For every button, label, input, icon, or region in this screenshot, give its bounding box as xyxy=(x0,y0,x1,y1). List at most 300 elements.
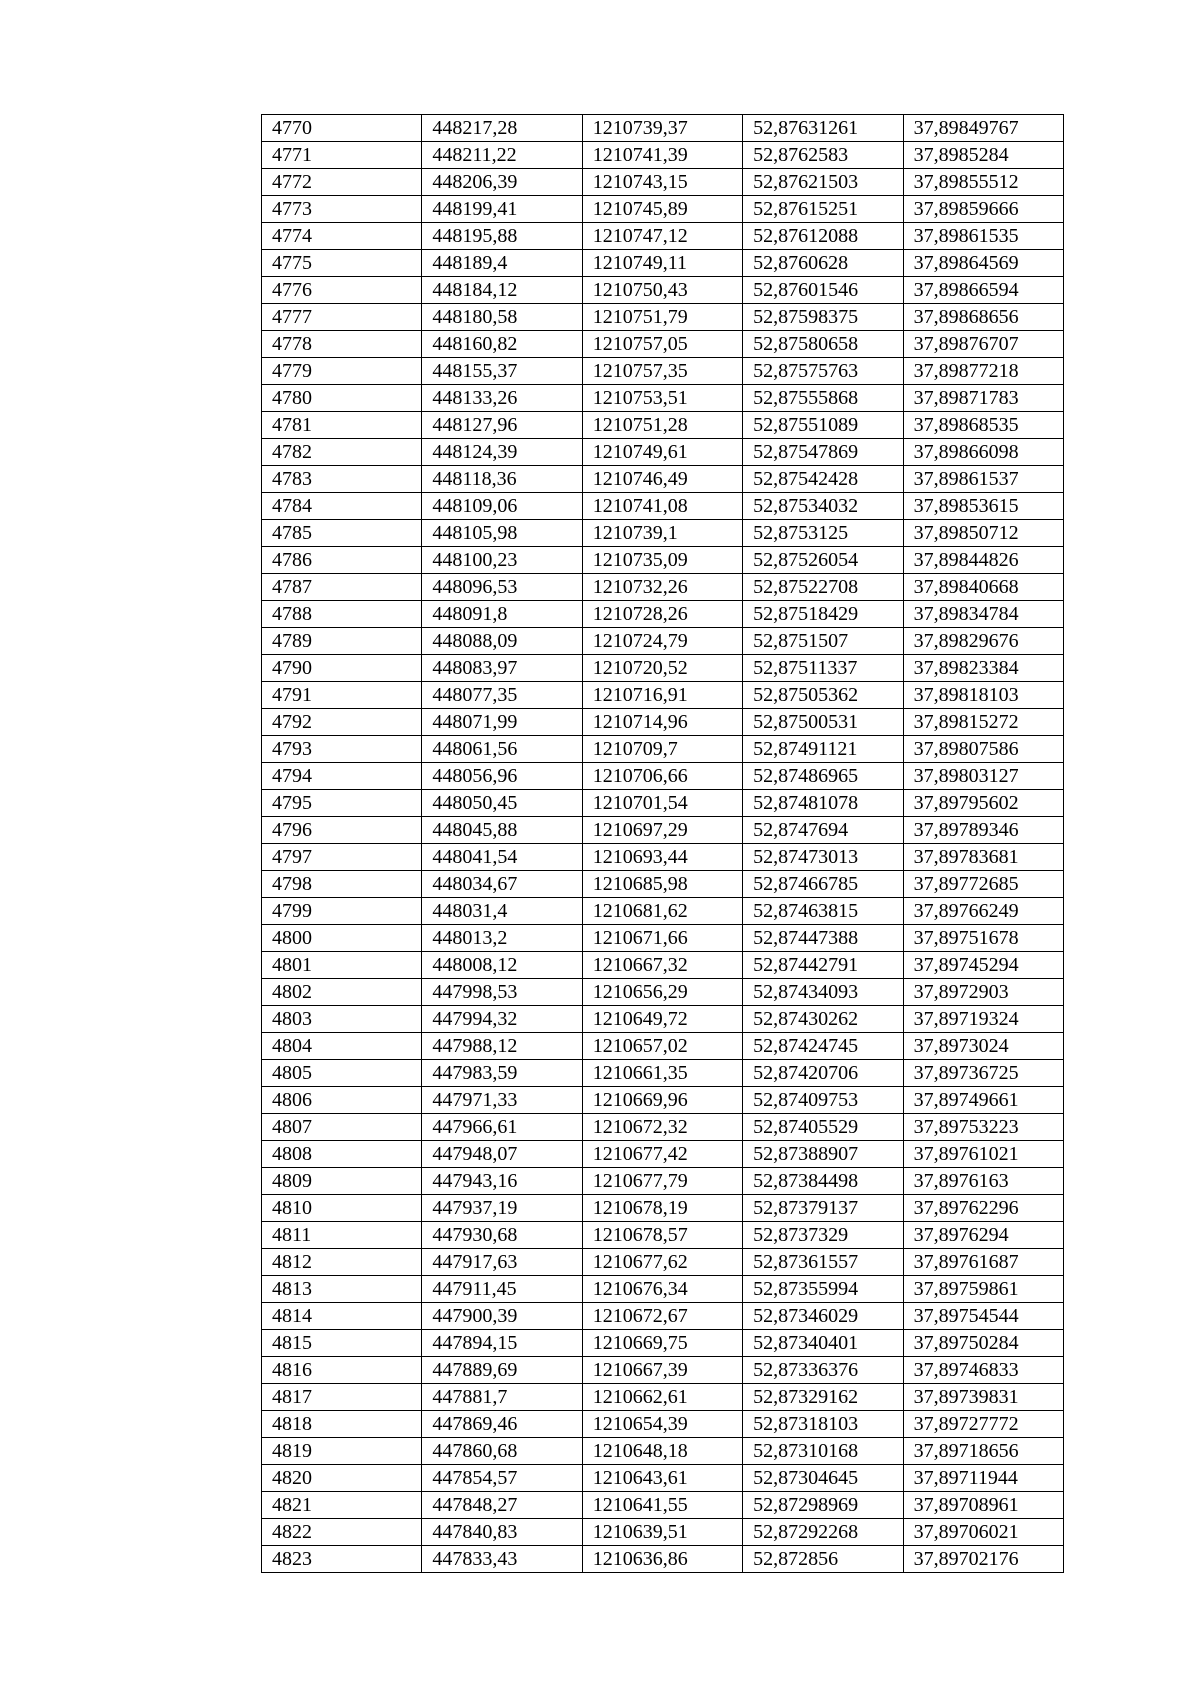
table-row xyxy=(262,574,1064,601)
y-coordinate-cell: 1210662,61 xyxy=(582,1384,742,1411)
x-coordinate-cell: 447881,7 xyxy=(422,1384,582,1411)
x-coordinate-cell: 447988,12 xyxy=(422,1033,582,1060)
table-row xyxy=(262,547,1064,574)
table-row xyxy=(262,1006,1064,1033)
table-row xyxy=(262,925,1064,952)
table-row xyxy=(262,412,1064,439)
x-coordinate-cell: 448160,82 xyxy=(422,331,582,358)
y-coordinate-cell: 1210749,11 xyxy=(582,250,742,277)
point-number-cell: 4785 xyxy=(262,520,422,547)
y-coordinate-cell: 1210743,15 xyxy=(582,169,742,196)
x-coordinate-cell: 447994,32 xyxy=(422,1006,582,1033)
point-number-cell: 4784 xyxy=(262,493,422,520)
y-coordinate-cell: 1210739,37 xyxy=(582,115,742,142)
table-row xyxy=(262,1276,1064,1303)
longitude-cell: 37,89850712 xyxy=(903,520,1063,547)
y-coordinate-cell: 1210677,42 xyxy=(582,1141,742,1168)
y-coordinate-cell: 1210676,34 xyxy=(582,1276,742,1303)
x-coordinate-cell: 448034,67 xyxy=(422,871,582,898)
table-row xyxy=(262,1492,1064,1519)
point-number-cell: 4795 xyxy=(262,790,422,817)
table-row xyxy=(262,196,1064,223)
latitude-cell: 52,87420706 xyxy=(743,1060,903,1087)
table-row xyxy=(262,1519,1064,1546)
latitude-cell: 52,87329162 xyxy=(743,1384,903,1411)
table-row xyxy=(262,979,1064,1006)
x-coordinate-cell: 448091,8 xyxy=(422,601,582,628)
longitude-cell: 37,89861537 xyxy=(903,466,1063,493)
longitude-cell: 37,89754544 xyxy=(903,1303,1063,1330)
point-number-cell: 4793 xyxy=(262,736,422,763)
longitude-cell: 37,89783681 xyxy=(903,844,1063,871)
table-row xyxy=(262,223,1064,250)
longitude-cell: 37,89706021 xyxy=(903,1519,1063,1546)
point-number-cell: 4798 xyxy=(262,871,422,898)
latitude-cell: 52,87466785 xyxy=(743,871,903,898)
table-row xyxy=(262,115,1064,142)
table-row xyxy=(262,1546,1064,1573)
table-row xyxy=(262,682,1064,709)
table-row xyxy=(262,1411,1064,1438)
longitude-cell: 37,8985284 xyxy=(903,142,1063,169)
y-coordinate-cell: 1210747,12 xyxy=(582,223,742,250)
point-number-cell: 4814 xyxy=(262,1303,422,1330)
latitude-cell: 52,87361557 xyxy=(743,1249,903,1276)
latitude-cell: 52,87298969 xyxy=(743,1492,903,1519)
x-coordinate-cell: 447937,19 xyxy=(422,1195,582,1222)
table-row xyxy=(262,709,1064,736)
longitude-cell: 37,89859666 xyxy=(903,196,1063,223)
x-coordinate-cell: 448195,88 xyxy=(422,223,582,250)
y-coordinate-cell: 1210741,39 xyxy=(582,142,742,169)
y-coordinate-cell: 1210677,79 xyxy=(582,1168,742,1195)
x-coordinate-cell: 447869,46 xyxy=(422,1411,582,1438)
latitude-cell: 52,87526054 xyxy=(743,547,903,574)
y-coordinate-cell: 1210641,55 xyxy=(582,1492,742,1519)
latitude-cell: 52,87292268 xyxy=(743,1519,903,1546)
y-coordinate-cell: 1210724,79 xyxy=(582,628,742,655)
y-coordinate-cell: 1210657,02 xyxy=(582,1033,742,1060)
longitude-cell: 37,89749661 xyxy=(903,1087,1063,1114)
x-coordinate-cell: 447833,43 xyxy=(422,1546,582,1573)
latitude-cell: 52,87631261 xyxy=(743,115,903,142)
latitude-cell: 52,87304645 xyxy=(743,1465,903,1492)
latitude-cell: 52,87379137 xyxy=(743,1195,903,1222)
longitude-cell: 37,89823384 xyxy=(903,655,1063,682)
x-coordinate-cell: 448206,39 xyxy=(422,169,582,196)
table-row xyxy=(262,844,1064,871)
point-number-cell: 4819 xyxy=(262,1438,422,1465)
point-number-cell: 4809 xyxy=(262,1168,422,1195)
point-number-cell: 4810 xyxy=(262,1195,422,1222)
point-number-cell: 4802 xyxy=(262,979,422,1006)
longitude-cell: 37,89871783 xyxy=(903,385,1063,412)
point-number-cell: 4807 xyxy=(262,1114,422,1141)
latitude-cell: 52,87555868 xyxy=(743,385,903,412)
latitude-cell: 52,87447388 xyxy=(743,925,903,952)
longitude-cell: 37,89818103 xyxy=(903,682,1063,709)
x-coordinate-cell: 447948,07 xyxy=(422,1141,582,1168)
x-coordinate-cell: 448184,12 xyxy=(422,277,582,304)
y-coordinate-cell: 1210639,51 xyxy=(582,1519,742,1546)
y-coordinate-cell: 1210716,91 xyxy=(582,682,742,709)
x-coordinate-cell: 448180,58 xyxy=(422,304,582,331)
x-coordinate-cell: 447900,39 xyxy=(422,1303,582,1330)
y-coordinate-cell: 1210735,09 xyxy=(582,547,742,574)
latitude-cell: 52,87409753 xyxy=(743,1087,903,1114)
point-number-cell: 4789 xyxy=(262,628,422,655)
point-number-cell: 4804 xyxy=(262,1033,422,1060)
y-coordinate-cell: 1210751,28 xyxy=(582,412,742,439)
longitude-cell: 37,89829676 xyxy=(903,628,1063,655)
table-row xyxy=(262,952,1064,979)
y-coordinate-cell: 1210669,75 xyxy=(582,1330,742,1357)
latitude-cell: 52,87388907 xyxy=(743,1141,903,1168)
latitude-cell: 52,87522708 xyxy=(743,574,903,601)
longitude-cell: 37,89795602 xyxy=(903,790,1063,817)
y-coordinate-cell: 1210656,29 xyxy=(582,979,742,1006)
y-coordinate-cell: 1210746,49 xyxy=(582,466,742,493)
longitude-cell: 37,89750284 xyxy=(903,1330,1063,1357)
table-row xyxy=(262,142,1064,169)
latitude-cell: 52,87547869 xyxy=(743,439,903,466)
point-number-cell: 4803 xyxy=(262,1006,422,1033)
x-coordinate-cell: 448199,41 xyxy=(422,196,582,223)
x-coordinate-cell: 448100,23 xyxy=(422,547,582,574)
point-number-cell: 4783 xyxy=(262,466,422,493)
y-coordinate-cell: 1210714,96 xyxy=(582,709,742,736)
y-coordinate-cell: 1210757,35 xyxy=(582,358,742,385)
latitude-cell: 52,87336376 xyxy=(743,1357,903,1384)
latitude-cell: 52,87318103 xyxy=(743,1411,903,1438)
x-coordinate-cell: 447917,63 xyxy=(422,1249,582,1276)
table-row xyxy=(262,250,1064,277)
point-number-cell: 4771 xyxy=(262,142,422,169)
table-row xyxy=(262,1357,1064,1384)
y-coordinate-cell: 1210678,19 xyxy=(582,1195,742,1222)
longitude-cell: 37,8976163 xyxy=(903,1168,1063,1195)
x-coordinate-cell: 448109,06 xyxy=(422,493,582,520)
x-coordinate-cell: 447911,45 xyxy=(422,1276,582,1303)
x-coordinate-cell: 448211,22 xyxy=(422,142,582,169)
latitude-cell: 52,87430262 xyxy=(743,1006,903,1033)
longitude-cell: 37,89807586 xyxy=(903,736,1063,763)
latitude-cell: 52,87551089 xyxy=(743,412,903,439)
point-number-cell: 4787 xyxy=(262,574,422,601)
x-coordinate-cell: 448008,12 xyxy=(422,952,582,979)
longitude-cell: 37,89746833 xyxy=(903,1357,1063,1384)
latitude-cell: 52,87511337 xyxy=(743,655,903,682)
table-row xyxy=(262,898,1064,925)
latitude-cell: 52,87500531 xyxy=(743,709,903,736)
y-coordinate-cell: 1210720,52 xyxy=(582,655,742,682)
table-row xyxy=(262,1033,1064,1060)
latitude-cell: 52,87505362 xyxy=(743,682,903,709)
point-number-cell: 4816 xyxy=(262,1357,422,1384)
x-coordinate-cell: 448083,97 xyxy=(422,655,582,682)
x-coordinate-cell: 448031,4 xyxy=(422,898,582,925)
latitude-cell: 52,87434093 xyxy=(743,979,903,1006)
point-number-cell: 4822 xyxy=(262,1519,422,1546)
coordinates-table xyxy=(261,114,1064,1573)
coordinates-table-body xyxy=(262,115,1064,1573)
y-coordinate-cell: 1210648,18 xyxy=(582,1438,742,1465)
x-coordinate-cell: 447840,83 xyxy=(422,1519,582,1546)
x-coordinate-cell: 447848,27 xyxy=(422,1492,582,1519)
latitude-cell: 52,87463815 xyxy=(743,898,903,925)
point-number-cell: 4788 xyxy=(262,601,422,628)
y-coordinate-cell: 1210749,61 xyxy=(582,439,742,466)
latitude-cell: 52,87310168 xyxy=(743,1438,903,1465)
table-row xyxy=(262,1249,1064,1276)
longitude-cell: 37,89876707 xyxy=(903,331,1063,358)
point-number-cell: 4817 xyxy=(262,1384,422,1411)
point-number-cell: 4786 xyxy=(262,547,422,574)
point-number-cell: 4813 xyxy=(262,1276,422,1303)
point-number-cell: 4794 xyxy=(262,763,422,790)
longitude-cell: 37,89855512 xyxy=(903,169,1063,196)
y-coordinate-cell: 1210643,61 xyxy=(582,1465,742,1492)
x-coordinate-cell: 448105,98 xyxy=(422,520,582,547)
point-number-cell: 4801 xyxy=(262,952,422,979)
x-coordinate-cell: 448118,36 xyxy=(422,466,582,493)
x-coordinate-cell: 447983,59 xyxy=(422,1060,582,1087)
y-coordinate-cell: 1210636,86 xyxy=(582,1546,742,1573)
point-number-cell: 4775 xyxy=(262,250,422,277)
longitude-cell: 37,89702176 xyxy=(903,1546,1063,1573)
table-row xyxy=(262,601,1064,628)
latitude-cell: 52,87534032 xyxy=(743,493,903,520)
latitude-cell: 52,8747694 xyxy=(743,817,903,844)
table-row xyxy=(262,439,1064,466)
table-row xyxy=(262,1330,1064,1357)
table-row xyxy=(262,277,1064,304)
latitude-cell: 52,87481078 xyxy=(743,790,903,817)
y-coordinate-cell: 1210706,66 xyxy=(582,763,742,790)
longitude-cell: 37,89759861 xyxy=(903,1276,1063,1303)
point-number-cell: 4782 xyxy=(262,439,422,466)
x-coordinate-cell: 448096,53 xyxy=(422,574,582,601)
y-coordinate-cell: 1210757,05 xyxy=(582,331,742,358)
point-number-cell: 4790 xyxy=(262,655,422,682)
table-row xyxy=(262,331,1064,358)
longitude-cell: 37,89866098 xyxy=(903,439,1063,466)
longitude-cell: 37,89751678 xyxy=(903,925,1063,952)
y-coordinate-cell: 1210667,32 xyxy=(582,952,742,979)
point-number-cell: 4808 xyxy=(262,1141,422,1168)
latitude-cell: 52,87518429 xyxy=(743,601,903,628)
latitude-cell: 52,87355994 xyxy=(743,1276,903,1303)
longitude-cell: 37,89711944 xyxy=(903,1465,1063,1492)
longitude-cell: 37,89745294 xyxy=(903,952,1063,979)
table-row xyxy=(262,1438,1064,1465)
y-coordinate-cell: 1210672,67 xyxy=(582,1303,742,1330)
latitude-cell: 52,8753125 xyxy=(743,520,903,547)
x-coordinate-cell: 447998,53 xyxy=(422,979,582,1006)
x-coordinate-cell: 448124,39 xyxy=(422,439,582,466)
longitude-cell: 37,8972903 xyxy=(903,979,1063,1006)
longitude-cell: 37,89761021 xyxy=(903,1141,1063,1168)
y-coordinate-cell: 1210685,98 xyxy=(582,871,742,898)
point-number-cell: 4770 xyxy=(262,115,422,142)
y-coordinate-cell: 1210697,29 xyxy=(582,817,742,844)
table-row xyxy=(262,817,1064,844)
longitude-cell: 37,89789346 xyxy=(903,817,1063,844)
point-number-cell: 4792 xyxy=(262,709,422,736)
y-coordinate-cell: 1210661,35 xyxy=(582,1060,742,1087)
longitude-cell: 37,89868656 xyxy=(903,304,1063,331)
y-coordinate-cell: 1210732,26 xyxy=(582,574,742,601)
table-row xyxy=(262,304,1064,331)
point-number-cell: 4811 xyxy=(262,1222,422,1249)
latitude-cell: 52,87473013 xyxy=(743,844,903,871)
longitude-cell: 37,89849767 xyxy=(903,115,1063,142)
point-number-cell: 4797 xyxy=(262,844,422,871)
table-row xyxy=(262,1168,1064,1195)
point-number-cell: 4812 xyxy=(262,1249,422,1276)
point-number-cell: 4818 xyxy=(262,1411,422,1438)
table-row xyxy=(262,1060,1064,1087)
longitude-cell: 37,89877218 xyxy=(903,358,1063,385)
longitude-cell: 37,89844826 xyxy=(903,547,1063,574)
table-row xyxy=(262,790,1064,817)
table-row xyxy=(262,1465,1064,1492)
y-coordinate-cell: 1210669,96 xyxy=(582,1087,742,1114)
point-number-cell: 4799 xyxy=(262,898,422,925)
longitude-cell: 37,89727772 xyxy=(903,1411,1063,1438)
latitude-cell: 52,87612088 xyxy=(743,223,903,250)
y-coordinate-cell: 1210667,39 xyxy=(582,1357,742,1384)
latitude-cell: 52,87346029 xyxy=(743,1303,903,1330)
table-row xyxy=(262,466,1064,493)
point-number-cell: 4800 xyxy=(262,925,422,952)
longitude-cell: 37,89815272 xyxy=(903,709,1063,736)
x-coordinate-cell: 448045,88 xyxy=(422,817,582,844)
x-coordinate-cell: 448013,2 xyxy=(422,925,582,952)
latitude-cell: 52,8737329 xyxy=(743,1222,903,1249)
point-number-cell: 4781 xyxy=(262,412,422,439)
y-coordinate-cell: 1210728,26 xyxy=(582,601,742,628)
table-row xyxy=(262,1195,1064,1222)
y-coordinate-cell: 1210672,32 xyxy=(582,1114,742,1141)
longitude-cell: 37,89766249 xyxy=(903,898,1063,925)
table-row xyxy=(262,628,1064,655)
longitude-cell: 37,89840668 xyxy=(903,574,1063,601)
latitude-cell: 52,87615251 xyxy=(743,196,903,223)
table-row xyxy=(262,871,1064,898)
table-row xyxy=(262,358,1064,385)
table-row xyxy=(262,520,1064,547)
longitude-cell: 37,89834784 xyxy=(903,601,1063,628)
y-coordinate-cell: 1210741,08 xyxy=(582,493,742,520)
y-coordinate-cell: 1210753,51 xyxy=(582,385,742,412)
longitude-cell: 37,89736725 xyxy=(903,1060,1063,1087)
latitude-cell: 52,87340401 xyxy=(743,1330,903,1357)
latitude-cell: 52,87598375 xyxy=(743,304,903,331)
y-coordinate-cell: 1210745,89 xyxy=(582,196,742,223)
x-coordinate-cell: 448088,09 xyxy=(422,628,582,655)
y-coordinate-cell: 1210649,72 xyxy=(582,1006,742,1033)
table-row xyxy=(262,736,1064,763)
longitude-cell: 37,89761687 xyxy=(903,1249,1063,1276)
longitude-cell: 37,89864569 xyxy=(903,250,1063,277)
x-coordinate-cell: 447860,68 xyxy=(422,1438,582,1465)
y-coordinate-cell: 1210693,44 xyxy=(582,844,742,871)
x-coordinate-cell: 448050,45 xyxy=(422,790,582,817)
point-number-cell: 4796 xyxy=(262,817,422,844)
table-row xyxy=(262,385,1064,412)
longitude-cell: 37,89762296 xyxy=(903,1195,1063,1222)
longitude-cell: 37,8976294 xyxy=(903,1222,1063,1249)
table-row xyxy=(262,169,1064,196)
y-coordinate-cell: 1210678,57 xyxy=(582,1222,742,1249)
table-row xyxy=(262,493,1064,520)
table-row xyxy=(262,655,1064,682)
point-number-cell: 4780 xyxy=(262,385,422,412)
table-row xyxy=(262,1141,1064,1168)
table-row xyxy=(262,1222,1064,1249)
y-coordinate-cell: 1210709,7 xyxy=(582,736,742,763)
latitude-cell: 52,8762583 xyxy=(743,142,903,169)
table-row xyxy=(262,1384,1064,1411)
latitude-cell: 52,87580658 xyxy=(743,331,903,358)
x-coordinate-cell: 447894,15 xyxy=(422,1330,582,1357)
x-coordinate-cell: 448077,35 xyxy=(422,682,582,709)
longitude-cell: 37,89739831 xyxy=(903,1384,1063,1411)
x-coordinate-cell: 448189,4 xyxy=(422,250,582,277)
latitude-cell: 52,87424745 xyxy=(743,1033,903,1060)
x-coordinate-cell: 448041,54 xyxy=(422,844,582,871)
latitude-cell: 52,872856 xyxy=(743,1546,903,1573)
longitude-cell: 37,89866594 xyxy=(903,277,1063,304)
table-row xyxy=(262,1303,1064,1330)
latitude-cell: 52,8751507 xyxy=(743,628,903,655)
x-coordinate-cell: 448071,99 xyxy=(422,709,582,736)
x-coordinate-cell: 447889,69 xyxy=(422,1357,582,1384)
longitude-cell: 37,89772685 xyxy=(903,871,1063,898)
y-coordinate-cell: 1210750,43 xyxy=(582,277,742,304)
longitude-cell: 37,89803127 xyxy=(903,763,1063,790)
latitude-cell: 52,87405529 xyxy=(743,1114,903,1141)
longitude-cell: 37,89853615 xyxy=(903,493,1063,520)
y-coordinate-cell: 1210654,39 xyxy=(582,1411,742,1438)
longitude-cell: 37,89708961 xyxy=(903,1492,1063,1519)
y-coordinate-cell: 1210751,79 xyxy=(582,304,742,331)
y-coordinate-cell: 1210701,54 xyxy=(582,790,742,817)
point-number-cell: 4776 xyxy=(262,277,422,304)
latitude-cell: 52,87621503 xyxy=(743,169,903,196)
point-number-cell: 4820 xyxy=(262,1465,422,1492)
y-coordinate-cell: 1210671,66 xyxy=(582,925,742,952)
point-number-cell: 4774 xyxy=(262,223,422,250)
point-number-cell: 4779 xyxy=(262,358,422,385)
point-number-cell: 4806 xyxy=(262,1087,422,1114)
longitude-cell: 37,8973024 xyxy=(903,1033,1063,1060)
point-number-cell: 4805 xyxy=(262,1060,422,1087)
x-coordinate-cell: 448133,26 xyxy=(422,385,582,412)
y-coordinate-cell: 1210739,1 xyxy=(582,520,742,547)
point-number-cell: 4778 xyxy=(262,331,422,358)
point-number-cell: 4821 xyxy=(262,1492,422,1519)
x-coordinate-cell: 447930,68 xyxy=(422,1222,582,1249)
latitude-cell: 52,87442791 xyxy=(743,952,903,979)
latitude-cell: 52,8760628 xyxy=(743,250,903,277)
point-number-cell: 4823 xyxy=(262,1546,422,1573)
longitude-cell: 37,89861535 xyxy=(903,223,1063,250)
table-row xyxy=(262,1087,1064,1114)
x-coordinate-cell: 448217,28 xyxy=(422,115,582,142)
latitude-cell: 52,87575763 xyxy=(743,358,903,385)
